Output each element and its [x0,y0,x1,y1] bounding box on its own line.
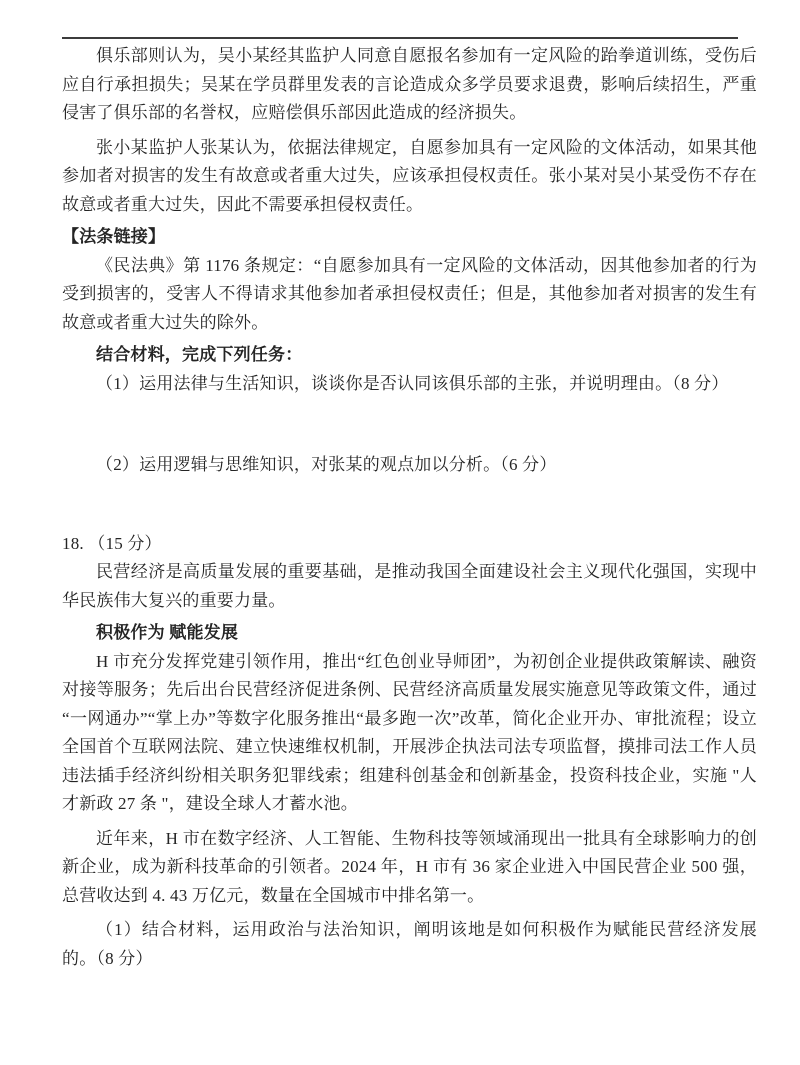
q17-civil-code-quote-paragraph: 《民法典》第 1176 条规定：“自愿参加具有一定风险的文体活动，因其他参加者的行为受到损害的，受害人不得请求其他参加者承担侵权责任；但是，其他参加者对损害的发生有故意或者重大过失的除外。 [62,255,757,332]
q18-intro-paragraph: 民营经济是高质量发展的重要基础，是推动我国全面建设社会主义现代化强国，实现中华民族伟大复兴的重要力量。 [62,562,757,610]
q17-law-link-heading: 【法条链接】 [62,227,166,246]
q18-measures-paragraph: H 市充分发挥党建引领作用，推出“红色创业导师团”，为初创企业提供政策解读、融资对接等服务；先后出台民营经济促进条例、民营经济高质量发展实施意见等政策文件，通过“一网通办”“掌上办”等数字化服务推出“最多跑一次”改革，简化企业开办、审批流程；设立全国首个互联网法院、建立快速维权机制，开展涉企执法司法专项监督，摸排司法工作人员违法插手经济纠纷相关职务犯罪线索；组建科创基金和创新基金，投资科技企业，实施 "人才新政 27 条 "，建设全球人才蓄水池。 [62,651,757,813]
q18-results-paragraph: 近年来，H 市在数字经济、人工智能、生物科技等领域涌现出一批具有全球影响力的创新企业，成为新科技革命的引领者。2024 年，H 市有 36 家企业进入中国民营企业 500 强，总营收达到 4. 43 万亿元，数量在全国城市中排名第一。 [62,828,757,905]
q17-tasks-heading: 结合材料，完成下列任务： [96,345,303,364]
q17-task-1: （1）运用法律与生活知识，谈谈你是否认同该俱乐部的主张，并说明理由。（8 分） [96,373,729,393]
q17-task-2: （2）运用逻辑与思维知识，对张某的观点加以分析。（6 分） [96,455,557,474]
q18-number-and-score: 18. （15 分） [62,533,162,553]
q18-subheading: 积极作为 赋能发展 [96,623,239,642]
q17-club-claim-paragraph: 俱乐部则认为，吴小某经其监护人同意自愿报名参加有一定风险的跆拳道训练，受伤后应自行承担损失；吴某在学员群里发表的言论造成众多学员要求退费，影响后续招生，严重侵害了俱乐部的名誉权，应赔偿俱乐部因此造成的经济损失。 [62,46,757,122]
page-content [62,37,757,973]
q17-guardian-claim-paragraph: 张小某监护人张某认为，依据法律规定，自愿参加具有一定风险的文体活动，如果其他参加者对损害的发生有故意或者重大过失，应该承担侵权责任。张小某对吴小某受伤不存在故意或者重大过失，因此不需要承担侵权责任。 [62,137,757,214]
page-top-divider [62,37,738,39]
q18-task-1: （1）结合材料，运用政治与法治知识，阐明该地是如何积极作为赋能民营经济发展的。（8 分） [62,920,757,968]
